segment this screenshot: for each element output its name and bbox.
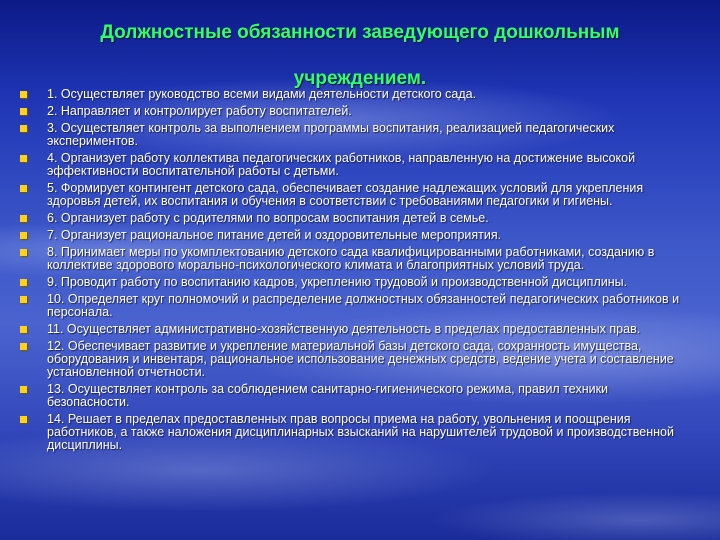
bullet-square-icon xyxy=(20,185,27,192)
list-item-text: 12. Обеспечивает развитие и укрепление материальной базы детского сада, сохранность имущества, оборудования и инвентаря, рациональное использование денежных средств, ведение учета и составление установленной отчетности. xyxy=(47,339,674,379)
list-item xyxy=(20,182,692,208)
list-item xyxy=(20,340,692,379)
bullet-square-icon xyxy=(20,386,27,393)
list-item-text: 2. Направляет и контролирует работу воспитателей. xyxy=(47,104,352,118)
list-item xyxy=(20,212,692,225)
list-item xyxy=(20,293,692,319)
bullet-square-icon xyxy=(20,279,27,286)
bullet-square-icon xyxy=(20,416,27,423)
list-item-text: 3. Осуществляет контроль за выполнением программы воспитания, реализацией педагогических экспериментов. xyxy=(47,121,615,148)
list-item xyxy=(20,413,692,452)
list-item xyxy=(20,323,692,336)
list-item-text: 4. Организует работу коллектива педагогических работников, направленную на достижение высокой эффективности воспитательной работы с детьми. xyxy=(47,151,636,178)
list-item-text: 10. Определяет круг полномочий и распределение должностных обязанностей педагогических работников и персонала. xyxy=(47,292,680,319)
bullet-square-icon xyxy=(20,91,27,98)
list-item-text: 8. Принимает меры по укомплектованию детского сада квалифицированными работниками, созданию в коллективе здорового морально-психологического климата и благоприятных условий труда. xyxy=(47,245,655,272)
list-item-text: 5. Формирует контингент детского сада, обеспечивает создание надлежащих условий для укрепления здоровья детей, их воспитания и обучения в соответствии с требованиями педагогики и гигиены. xyxy=(47,181,644,208)
list-item-text: 13. Осуществляет контроль за соблюдением санитарно-гигиенического режима, правил техники безопасности. xyxy=(47,382,609,409)
bullet-square-icon xyxy=(20,108,27,115)
bullet-square-icon xyxy=(20,296,27,303)
duties-list xyxy=(20,88,692,456)
bullet-square-icon xyxy=(20,249,27,256)
bullet-square-icon xyxy=(20,232,27,239)
list-item xyxy=(20,122,692,148)
list-item-text: 14. Решает в пределах предоставленных прав вопросы приема на работу, увольнения и поощрения работников, а также наложения дисциплинарных взысканий на нарушителей трудовой и производственной дисциплины. xyxy=(47,412,674,452)
list-item xyxy=(20,152,692,178)
list-item-text: 9. Проводит работу по воспитанию кадров, укреплению трудовой и производственной дисциплины. xyxy=(47,275,628,289)
bullet-square-icon xyxy=(20,343,27,350)
list-item xyxy=(20,246,692,272)
list-item-text: 11. Осуществляет административно-хозяйственную деятельность в пределах предоставленных прав. xyxy=(47,322,641,336)
bullet-square-icon xyxy=(20,155,27,162)
list-item-text: 1. Осуществляет руководство всеми видами деятельности детского сада. xyxy=(47,87,477,101)
list-item-text: 6. Организует работу с родителями по вопросам воспитания детей в семье. xyxy=(47,211,489,225)
list-item xyxy=(20,229,692,242)
list-item xyxy=(20,105,692,118)
list-item xyxy=(20,276,692,289)
list-item-text: 7. Организует рациональное питание детей и оздоровительные мероприятия. xyxy=(47,228,502,242)
bullet-square-icon xyxy=(20,326,27,333)
list-item xyxy=(20,88,692,101)
slide-title-line-2: учреждением. xyxy=(293,68,427,89)
bullet-square-icon xyxy=(20,215,27,222)
slide-title-line-1: Должностные обязанности заведующего дошкольным xyxy=(100,22,620,43)
bullet-square-icon xyxy=(20,125,27,132)
list-item xyxy=(20,383,692,409)
